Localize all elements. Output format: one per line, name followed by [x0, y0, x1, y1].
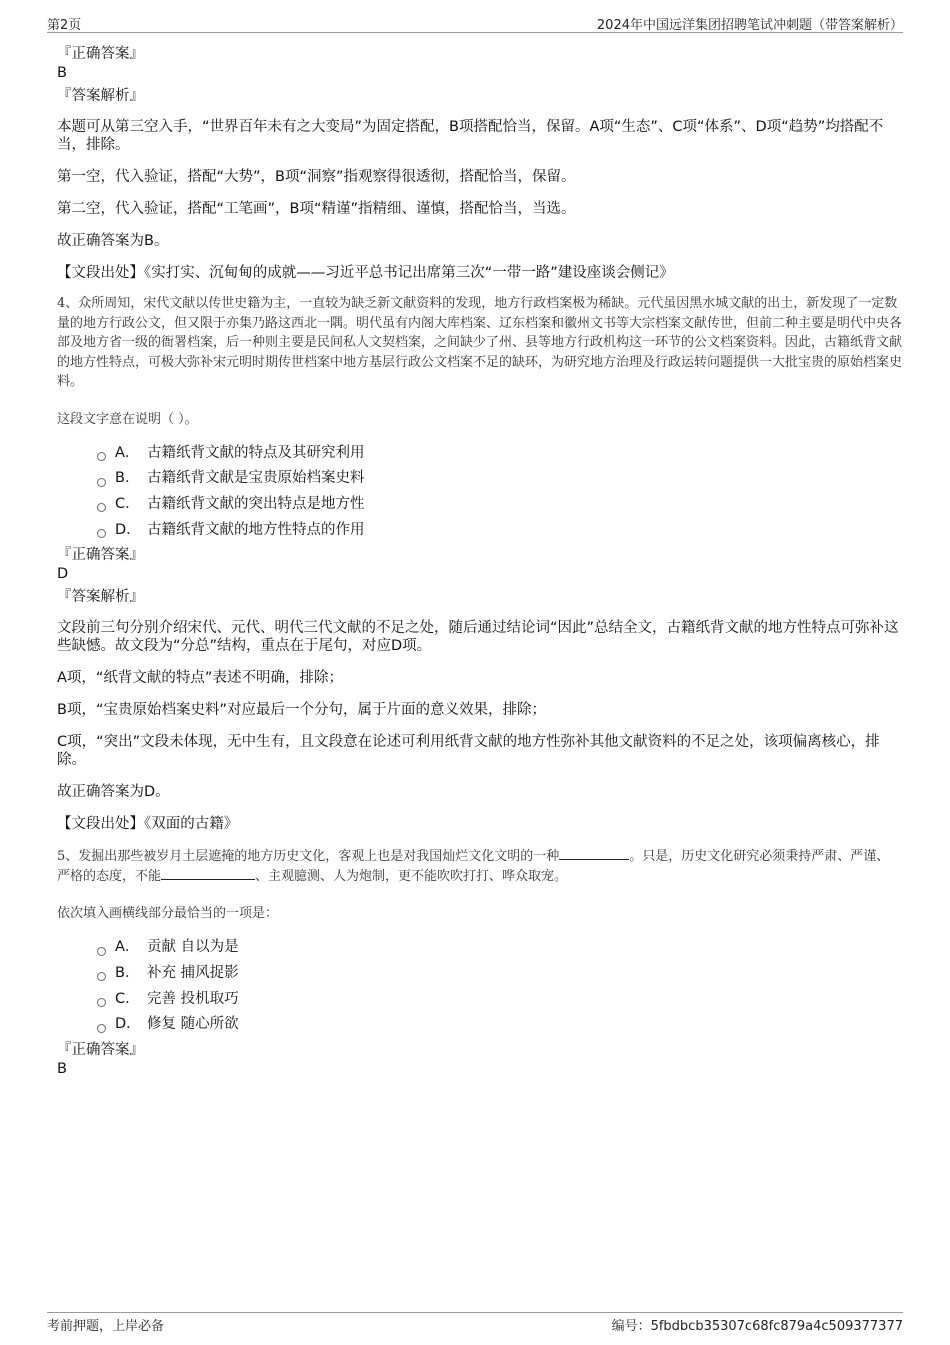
- fill-blank-2[interactable]: [161, 867, 255, 880]
- radio-icon[interactable]: [97, 1024, 106, 1033]
- analysis-paragraph: 本题可从第三空入手，“世界百年未有之大变局”为固定搭配，B项搭配恰当，保留。A项“生态”、C项“体系”、D项“趋势”均搭配不当，排除。: [57, 119, 884, 153]
- option-c[interactable]: [97, 987, 902, 1013]
- q3-answer-block: [57, 44, 902, 282]
- option-text: 古籍纸背文献是宝贵原始档案史料: [147, 470, 365, 487]
- option-letter: B．: [115, 964, 140, 981]
- stem-part: 5、发掘出那些被岁月土层遮掩的地方历史文化，客观上也是对我国灿烂文化文明的一种: [57, 849, 560, 865]
- radio-icon[interactable]: [97, 947, 106, 956]
- answer-value: D: [57, 566, 69, 583]
- option-letter: C．: [115, 990, 140, 1007]
- analysis-paragraph: 第二空，代入验证，搭配“工笔画”，B项“精谨”指精细、谨慎，搭配恰当，当选。: [57, 201, 576, 217]
- option-letter: A．: [115, 939, 140, 956]
- option-letter: C．: [115, 495, 140, 512]
- radio-icon[interactable]: [97, 529, 106, 538]
- radio-icon[interactable]: [97, 478, 106, 487]
- analysis-paragraph: 故正确答案为D。: [57, 784, 170, 801]
- option-a[interactable]: [97, 441, 902, 467]
- option-letter: D．: [115, 1016, 141, 1033]
- page-content: [57, 44, 902, 1078]
- page-header: [47, 14, 903, 33]
- page-number: 第2页: [47, 18, 82, 33]
- option-text: 古籍纸背文献的突出特点是地方性: [147, 495, 365, 512]
- analysis-paragraph: 文段前三句分别介绍宋代、元代、明代三代文献的不足之处，随后通过结论词“因此”总结全文，古籍纸背文献的地方性特点可弥补这些缺憾。故文段为“分总”结构，重点在于尾句，对应D项。: [57, 620, 899, 655]
- analysis-paragraph: 故正确答案为B。: [57, 233, 169, 249]
- option-letter: D．: [115, 521, 141, 538]
- analysis-paragraph: A项，“纸背文献的特点”表述不明确，排除；: [57, 670, 343, 687]
- answer-label: 『正确答案』: [57, 547, 144, 564]
- option-d[interactable]: [97, 1012, 902, 1038]
- option-d[interactable]: [97, 518, 902, 544]
- footer-slogan: 考前押题，上岸必备: [47, 1319, 165, 1334]
- page-footer: [47, 1312, 903, 1333]
- radio-icon[interactable]: [97, 972, 106, 981]
- answer-value: B: [57, 65, 67, 81]
- source-line: 【文段出处】《双面的古籍》: [57, 816, 239, 833]
- answer-label: 『正确答案』: [57, 46, 144, 62]
- option-text: 修复 随心所欲: [147, 1016, 239, 1033]
- stem-part: 。只是，历史文化研究必须秉持严肃、严谨、严格的态度，不能: [57, 849, 890, 884]
- answer-value: B: [57, 1061, 67, 1077]
- source-line: 【文段出处】《实打实、沉甸甸的成就——习近平总书记出席第三次“一带一路”建设座谈会侧记》: [57, 265, 674, 281]
- question-stem: [57, 847, 902, 886]
- option-c[interactable]: [97, 492, 902, 518]
- analysis-label: 『答案解析』: [57, 88, 144, 104]
- options-list: [57, 441, 902, 544]
- radio-icon[interactable]: [97, 503, 106, 512]
- analysis-paragraph: B项，“宝贵原始档案史料”对应最后一个分句，属于片面的意义效果，排除；: [57, 702, 546, 719]
- option-letter: A．: [115, 444, 140, 461]
- option-text: 古籍纸背文献的地方性特点的作用: [147, 521, 365, 538]
- question-prompt: 依次填入画横线部分最恰当的一项是：: [57, 906, 279, 922]
- option-text: 补充 捕风捉影: [147, 964, 239, 981]
- radio-icon[interactable]: [97, 452, 106, 461]
- analysis-paragraph: 第一空，代入验证，搭配“大势”，B项“洞察”指观察得很透彻，搭配恰当，保留。: [57, 169, 576, 185]
- option-a[interactable]: [97, 935, 902, 961]
- analysis-label: 『答案解析』: [57, 589, 144, 606]
- option-b[interactable]: [97, 961, 902, 987]
- option-text: 完善 投机取巧: [147, 990, 239, 1007]
- option-text: 贡献 自以为是: [147, 939, 239, 956]
- question-5: [57, 847, 902, 1078]
- radio-icon[interactable]: [97, 998, 106, 1007]
- analysis-paragraph: C项，“突出”文段未体现，无中生有，且文段意在论述可利用纸背文献的地方性弥补其他文献资料的不足之处，该项偏离核心，排除。: [57, 734, 880, 769]
- option-text: 古籍纸背文献的特点及其研究利用: [147, 444, 365, 461]
- answer-label: 『正确答案』: [57, 1042, 144, 1058]
- question-prompt: 这段文字意在说明（ ）。: [57, 411, 198, 427]
- option-b[interactable]: [97, 466, 902, 492]
- options-list: [57, 935, 902, 1038]
- document-code: 编号：5fbdbcb35307c68fc879a4c509377377: [611, 1319, 903, 1334]
- option-letter: B．: [115, 470, 140, 487]
- fill-blank-1[interactable]: [559, 847, 629, 860]
- stem-part: 、主观臆测、人为炮制，更不能吹吹打打、哗众取宠。: [255, 868, 568, 884]
- question-4: [57, 294, 902, 833]
- document-title: 2024年中国远洋集团招聘笔试冲刺题（带答案解析）: [596, 18, 903, 33]
- question-stem: 4、众所周知，宋代文献以传世史籍为主，一直较为缺乏新文献资料的发现，地方行政档案极为稀缺。元代虽因黑水城文献的出土，新发现了一定数量的地方行政公文，但又限于亦集乃路这西北一隅。明代虽有内阁大库档案、辽东档案和徽州文书等大宗档案文献传世，但前二种主要是明代中央各部及地方省一级的衙署档案，后一种则主要是民间私人文契档案，之间缺少了州、县等地方行政机构这一环节的公文档案资料。因此，古籍纸背文献的地方性特点，可极大弥补宋元明时期传世档案中地方基层行政公文档案不足的缺环，为研究地方治理及行政运转问题提供一大批宝贵的原始档案史料。: [57, 296, 903, 389]
